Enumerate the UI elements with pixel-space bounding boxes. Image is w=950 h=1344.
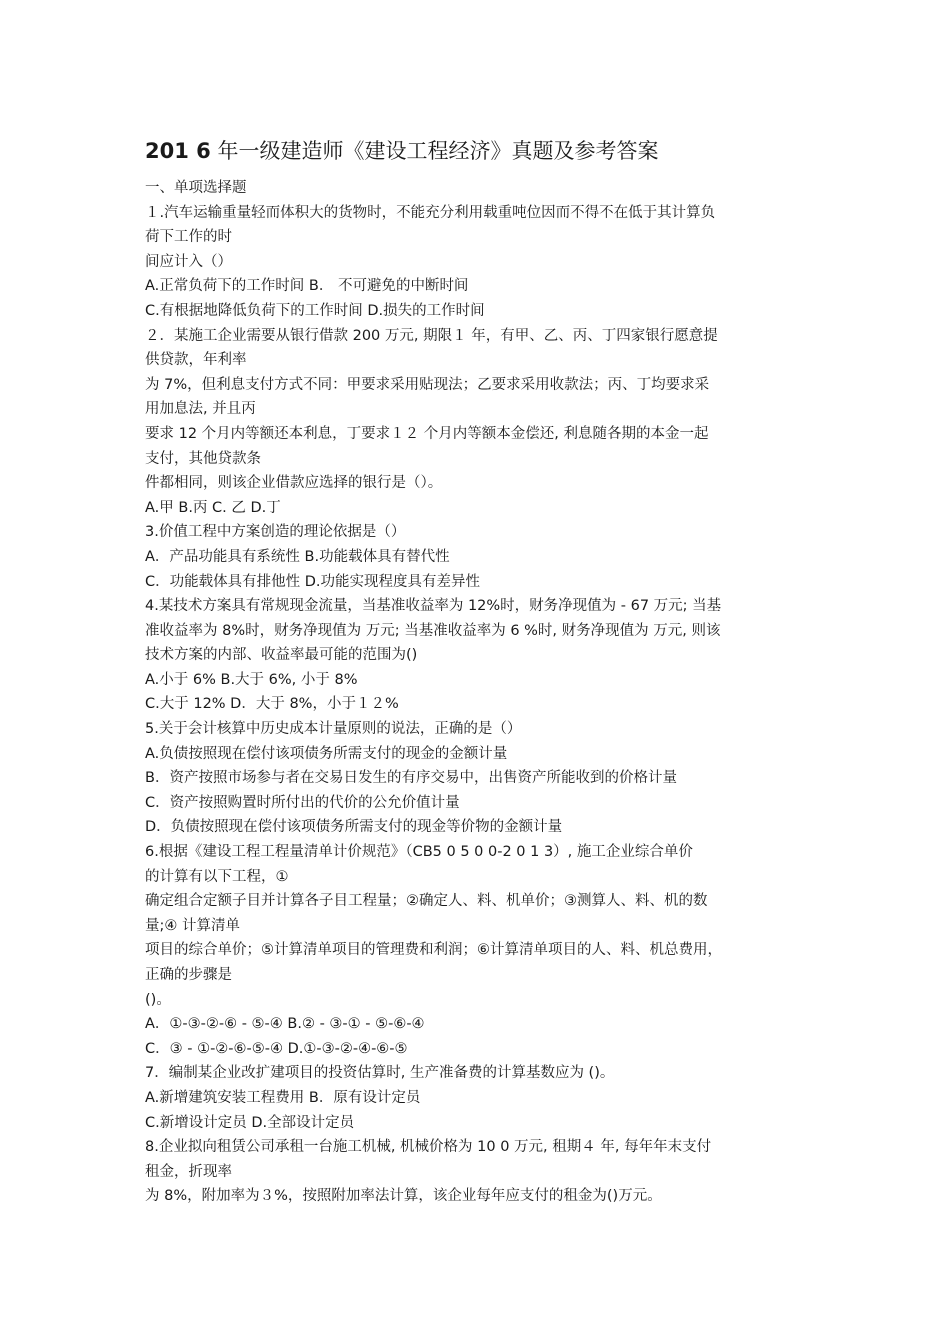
text-line: C．③ - ①-②-⑥-⑤-④ D.①-③-②-④-⑥-⑤ <box>145 1040 408 1057</box>
title-text: 年一级建造师《建设工程经济》真题及参考答案 <box>210 139 659 163</box>
text-line: 5.关于会计核算中历史成本计量原则的说法，正确的是（） <box>145 721 522 738</box>
text-line: 4.某技术方案具有常规现金流量，当基准收益率为 12%时，财务净现值为 - 67 万元; 当基 <box>145 598 722 615</box>
text-line: A.甲 B.丙 C. 乙 D.丁 <box>145 499 281 516</box>
text-line: 3.价值工程中方案创造的理论依据是（） <box>145 524 406 541</box>
text-line: B．资产按照市场参与者在交易日发生的有序交易中，出售资产所能收到的价格计量 <box>145 770 677 787</box>
text-line: 7．编制某企业改扩建项目的投资估算时, 生产准备费的计算基数应为 ()。 <box>145 1065 615 1082</box>
text-line: 正确的步骤是 <box>145 967 232 983</box>
text-line: A.小于 6% B.大于 6%, 小于 8% <box>145 671 358 688</box>
text-line: 用加息法, 并且丙 <box>145 401 256 418</box>
text-line: ２．某施工企业需要从银行借款 200 万元, 期限１ 年，有甲、乙、丙、丁四家银行愿意提 <box>145 327 718 344</box>
text-line: 项目的综合单价；⑤计算清单项目的管理费和利润；⑥计算清单项目的人、料、机总费用， <box>145 942 722 959</box>
text-line: A．产品功能具有系统性 B.功能载体具有替代性 <box>145 548 450 565</box>
text-line: 件都相同，则该企业借款应选择的银行是（）。 <box>145 475 443 492</box>
text-line: ()。 <box>145 991 171 1008</box>
text-line: 支付，其他贷款条 <box>145 450 261 467</box>
text-line: １.汽车运输重量轻而体积大的货物时，不能充分利用载重吨位因而不得不在低于其计算负 <box>145 204 716 221</box>
text-line: A.新增建筑安装工程费用 B．原有设计定员 <box>145 1089 421 1106</box>
text-line: 供贷款，年利率 <box>145 352 247 369</box>
text-line: 为 8%，附加率为３%，按照附加率法计算，该企业每年应支付的租金为()万元。 <box>145 1188 662 1205</box>
text-line: C．功能载体具有排他性 D.功能实现程度具有差异性 <box>145 573 481 590</box>
text-line: 间应计入（） <box>145 253 232 270</box>
text-line: A.正常负荷下的工作时间 B． 不可避免的中断时间 <box>145 278 469 295</box>
document-page <box>145 136 810 1209</box>
text-line: 要求 12 个月内等额还本利息，丁要求１２ 个月内等额本金偿还, 利息随各期的本金一起 <box>145 425 709 442</box>
title-year: 201 6 <box>145 139 211 163</box>
text-line: 一、单项选择题 <box>145 180 247 196</box>
text-line: 8.企业拟向租赁公司承租一台施工机械, 机械价格为 10 0 万元, 租期４ 年, 每年年末支付 <box>145 1139 712 1156</box>
text-line: 量;④ 计算清单 <box>145 917 240 934</box>
text-line: C．资产按照购置时所付出的代价的公允价值计量 <box>145 794 460 811</box>
text-line: A.负债按照现在偿付该项债务所需支付的现金的金额计量 <box>145 745 508 762</box>
text-line: C.大于 12% D．大于 8%，小于１２% <box>145 696 399 713</box>
text-line: 确定组合定额子目并计算各子目工程量；②确定人、料、机单价；③测算人、料、机的数 <box>145 893 708 910</box>
text-line: C.有根据地降低负荷下的工作时间 D.损失的工作时间 <box>145 302 485 319</box>
document-body <box>145 176 810 1209</box>
text-line: D．负债按照现在偿付该项债务所需支付的现金等价物的金额计量 <box>145 819 563 836</box>
text-line: 租金，折现率 <box>145 1163 232 1180</box>
text-line: 6.根据《建设工程工程量清单计价规范》（CB5 0 5 0 0-2 0 1 3）, 施工企业综合单价 <box>145 844 693 861</box>
text-line: 为 7%，但利息支付方式不同：甲要求采用贴现法；乙要求采用收款法；丙、丁均要求采 <box>145 376 710 393</box>
text-line: A．①-③-②-⑥ - ⑤-④ B.② - ③-① - ⑤-⑥-④ <box>145 1016 425 1033</box>
text-line: 技术方案的内部、收益率最可能的范围为() <box>145 647 418 664</box>
text-line: C.新增设计定员 D.全部设计定员 <box>145 1114 355 1131</box>
text-line: 荷下工作的时 <box>145 229 232 246</box>
text-line: 的计算有以下工程，① <box>145 868 289 885</box>
text-line: 准收益率为 8%时，财务净现值为 万元; 当基准收益率为 6 %时, 财务净现值为 万元, 则该 <box>145 622 721 639</box>
document-title <box>145 136 810 166</box>
